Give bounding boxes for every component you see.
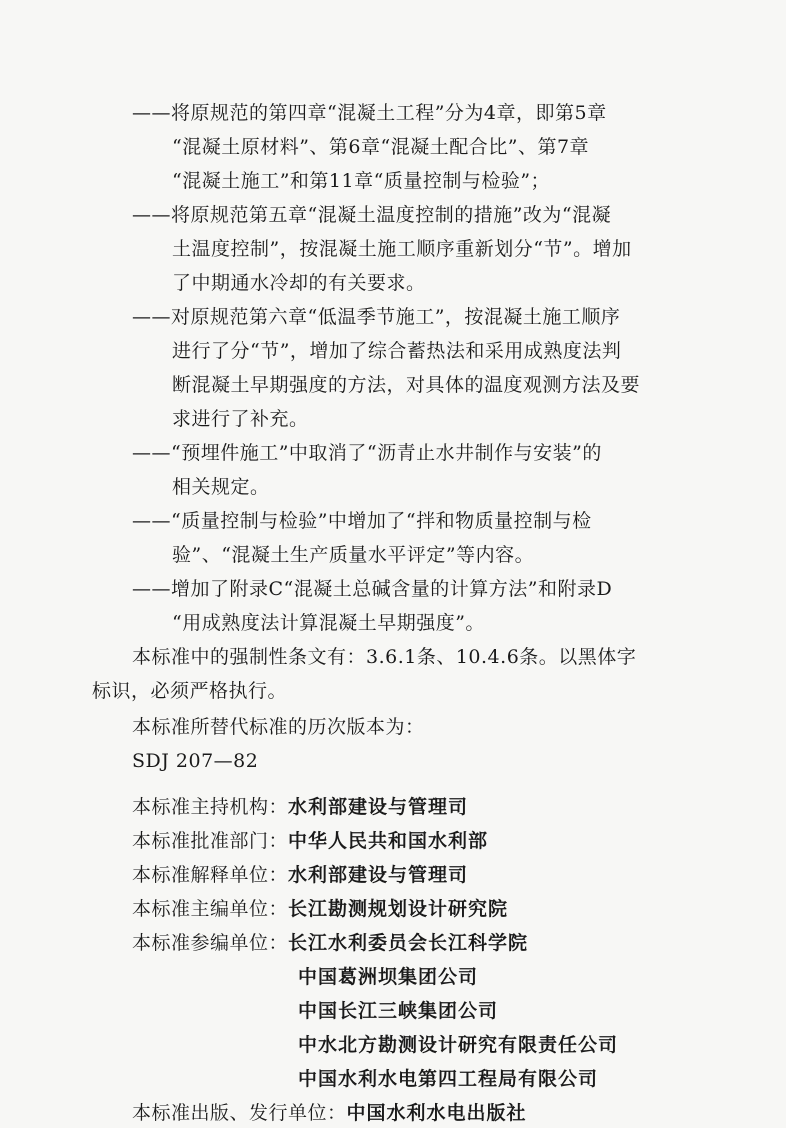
- interpret-row: [132, 860, 468, 890]
- participant-5: 中国水利水电第四工程局有限公司: [298, 1068, 599, 1090]
- text-line: 本标准中的强制性条文有：3.6.1条、10.4.6条。以黑体字: [132, 646, 637, 668]
- text-line: “混凝土施工”和第11章“质量控制与检验”；: [172, 170, 551, 192]
- approve-label: 本标准批准部门：: [132, 830, 289, 852]
- publisher-row: [132, 1098, 527, 1128]
- participant-3-row: [298, 996, 498, 1026]
- text-line: ——“质量控制与检验”中增加了“拌和物质量控制与检: [132, 510, 592, 532]
- participant-4-row: [298, 1030, 618, 1060]
- history-version: SDJ 207—82: [132, 750, 259, 772]
- interpret-label: 本标准解释单位：: [132, 864, 289, 886]
- host-label: 本标准主持机构：: [132, 796, 289, 818]
- participant-2: 中国葛洲坝集团公司: [298, 966, 479, 988]
- publisher-value: 中国水利水电出版社: [346, 1102, 527, 1124]
- text-line: 断混凝土早期强度的方法，对具体的温度观测方法及要: [172, 374, 641, 396]
- participate-label: 本标准参编单位：: [132, 932, 289, 954]
- host-row: [132, 792, 468, 822]
- chief-value: 长江勘测规划设计研究院: [288, 898, 509, 920]
- text-line: 标识，必须严格执行。: [92, 680, 288, 702]
- text-line: 求进行了补充。: [172, 408, 309, 430]
- participant-4: 中水北方勘测设计研究有限责任公司: [298, 1034, 619, 1056]
- text-line: 相关规定。: [172, 476, 270, 498]
- text-line: 了中期通水冷却的有关要求。: [172, 272, 426, 294]
- interpret-value: 水利部建设与管理司: [288, 864, 469, 886]
- approve-value: 中华人民共和国水利部: [288, 830, 489, 852]
- text-line: 土温度控制”，按混凝土施工顺序重新划分“节”。增加: [172, 238, 632, 260]
- publisher-label: 本标准出版、发行单位：: [132, 1102, 347, 1124]
- participant-5-row: [298, 1064, 598, 1094]
- participate-row: [132, 928, 528, 958]
- host-value: 水利部建设与管理司: [288, 796, 469, 818]
- text-line: “用成熟度法计算混凝土早期强度”。: [172, 612, 485, 634]
- history-intro: 本标准所替代标准的历次版本为：: [132, 716, 425, 738]
- text-line: ——增加了附录C“混凝土总碱含量的计算方法”和附录D: [132, 578, 613, 600]
- participant-3: 中国长江三峡集团公司: [298, 1000, 499, 1022]
- chief-row: [132, 894, 508, 924]
- text-line: 验”、“混凝土生产质量水平评定”等内容。: [172, 544, 535, 566]
- text-line: ——将原规范的第四章“混凝土工程”分为4章，即第5章: [132, 102, 607, 124]
- text-line: 进行了分“节”，增加了综合蓄热法和采用成熟度法判: [172, 340, 622, 362]
- text-line: ——将原规范第五章“混凝土温度控制的措施”改为“混凝: [132, 204, 612, 226]
- participant-1: 长江水利委员会长江科学院: [288, 932, 529, 954]
- approve-row: [132, 826, 488, 856]
- text-line: ——“预埋件施工”中取消了“沥青止水井制作与安装”的: [132, 442, 602, 464]
- participant-2-row: [298, 962, 478, 992]
- chief-label: 本标准主编单位：: [132, 898, 289, 920]
- text-line: “混凝土原材料”、第6章“混凝土配合比”、第7章: [172, 136, 590, 158]
- text-line: ——对原规范第六章“低温季节施工”，按混凝土施工顺序: [132, 306, 621, 328]
